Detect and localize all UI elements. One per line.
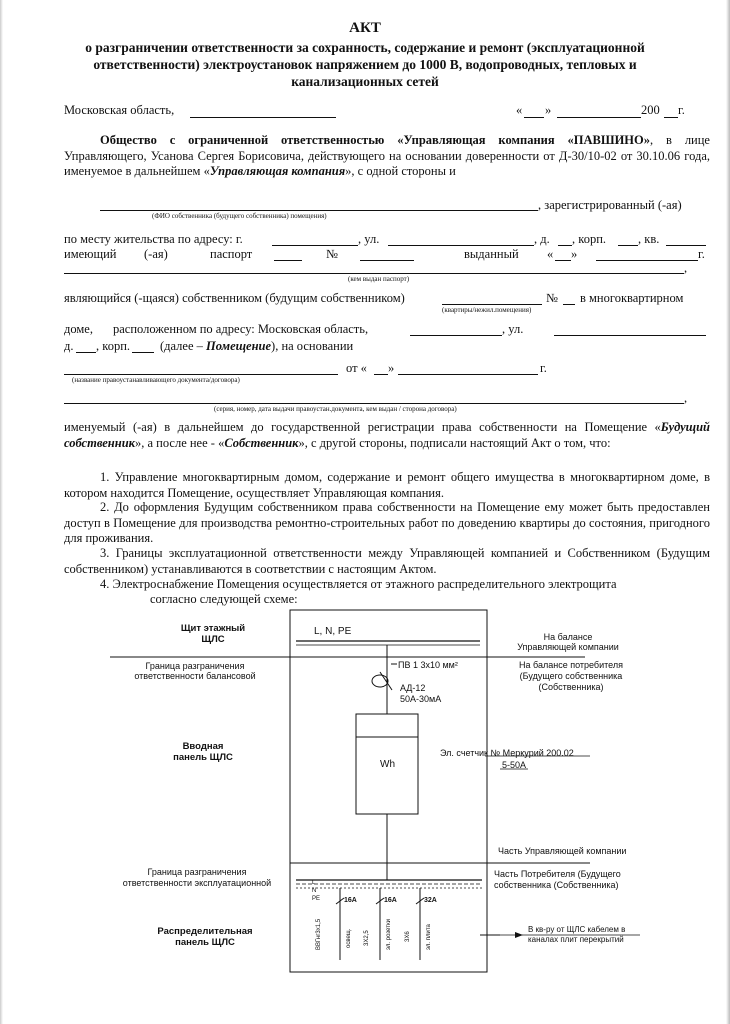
issued-month-field <box>596 260 698 261</box>
item-3: 3. Границы эксплуатационной ответственности между Управляющей компанией и Собственником (Будущим собственником) устанавливаются в соответствии с настоящим Актом. <box>64 546 710 576</box>
item-1: 1. Управление многоквартирным домом, содержание и ремонт общего имущества в многоквартирном доме, в котором находится Помещение, осуществляет Управляющая компания. <box>64 470 710 500</box>
house-field <box>558 245 572 246</box>
item-2: 2. До оформления Будущим собственником права собственности на Помещение ему может быть предоставлен доступ в Помещение для производства ремонтно-строительных работ по доведению квартиры до состояния, пригодного для проживания. <box>64 500 710 546</box>
bus-label: L, N, PE <box>314 626 352 637</box>
date-day-field <box>524 117 544 118</box>
house-d-label: д. <box>64 339 74 353</box>
cable-label-5: 3Х6 <box>405 931 411 942</box>
paragraph-parties <box>64 133 710 180</box>
date-year: 200 <box>641 103 660 117</box>
house-city-field <box>410 335 502 336</box>
balance-cons-label: На балансе потребителя (Будущего собственника (Собственника) <box>519 660 623 692</box>
raspr-label: Распределительная панель ЩЛС <box>157 926 253 948</box>
passport-no-label: № <box>326 247 338 261</box>
item-4-cont: согласно следующей схеме: <box>150 592 298 606</box>
address-prefix: по месту жительства по адресу: г. <box>64 232 243 246</box>
para1-text: , в лице Управляющего, Усанова Сергея Борисовича, действующего на основании доверенности от Д-30/10-02 от 30.10.06 года, именуемое в дальнейшем « <box>64 133 710 179</box>
series-field <box>64 403 684 404</box>
date-open: « <box>516 103 523 117</box>
passport-issued-label: выданный <box>464 247 519 261</box>
balance-border-label: Граница разграничения ответственности балансовой <box>134 661 256 681</box>
passport-series-field <box>274 260 302 261</box>
house-d-field <box>76 352 96 353</box>
lnpe-labels: L N PE <box>312 880 321 902</box>
date-end: г. <box>678 103 685 117</box>
exp-border-label: Граница разграничения ответственности эксплуатационной <box>122 867 272 888</box>
issued-year-label: г. <box>698 247 705 261</box>
passport-word-1: имеющий <box>64 247 117 261</box>
doc-caption: (название правоустанавливающего документа/договора) <box>72 376 240 384</box>
series-caption: (серия, номер, дата выдачи правоустан.документа, кем выдан / сторона договора) <box>214 405 457 413</box>
cable-label-1: ВВГнг3х1,5 <box>316 918 322 950</box>
note-label: В кв-ру от ЩЛС кабелем в каналах плит перекрытий <box>528 925 626 944</box>
doc-title: АКТ <box>349 20 381 36</box>
doc-q-close: » <box>388 361 395 375</box>
breaker-1: 16А <box>344 897 357 904</box>
street-field <box>388 245 534 246</box>
issued-by-comma: , <box>684 261 688 275</box>
house-word-2: расположенном по адресу: Московская область, <box>113 322 369 336</box>
apt-no-field <box>563 304 575 305</box>
korp-label: , корп. <box>572 232 607 246</box>
doc-subtitle-3: канализационных сетей <box>291 74 439 89</box>
shchit-label: Щит этажный ЩЛС <box>180 623 246 645</box>
cable-label: ПВ 1 3х10 мм² <box>398 660 458 670</box>
breaker-3: 32А <box>424 897 437 904</box>
part-uk-label: Часть Управляющей компании <box>498 846 627 856</box>
house-label: , д. <box>534 232 550 246</box>
house-korp-label: , корп. <box>96 339 131 353</box>
issued-caption: (кем выдан паспорт) <box>348 275 410 283</box>
para1-end: », с одной стороны и <box>345 164 456 179</box>
house-word-1: доме, <box>64 322 93 336</box>
cable-label-4: эл. розетки <box>386 919 392 950</box>
date-mid: » <box>545 103 552 117</box>
issued-by-field <box>64 273 684 274</box>
city-field <box>272 245 358 246</box>
house-street-label: , ул. <box>502 322 524 336</box>
doc-year-label: г. <box>540 361 547 375</box>
rcd-label: АД-12 50А-30мА <box>400 683 442 704</box>
issued-q-close: » <box>571 247 578 261</box>
doc-subtitle-1: о разграничении ответственности за сохранность, содержание и ремонт (эксплуатационной <box>85 40 645 55</box>
apt-no-label: № <box>546 291 558 305</box>
series-comma: , <box>684 391 688 405</box>
apt-caption: (квартиры/нежил.помещения) <box>442 306 532 314</box>
balance-uk-label: На балансе Управляющей компании <box>517 632 619 652</box>
meter-symbol: Wh <box>380 759 395 770</box>
doc-name-field <box>64 374 338 375</box>
cable-label-6: эл. плита <box>426 924 432 950</box>
house-korp-field <box>132 352 154 353</box>
breaker-2: 16А <box>384 897 397 904</box>
korp-field <box>618 245 638 246</box>
kv-label: , кв. <box>638 232 660 246</box>
owner-fio-field <box>100 210 538 211</box>
passport-number-field <box>360 260 414 261</box>
apt-type-field <box>442 304 542 305</box>
apt-in-label: в многоквартирном <box>580 291 684 305</box>
owner-line-label: являющийся (-щаяся) собственником (будущим собственником) <box>64 291 405 305</box>
passport-word-2: (-ая) <box>144 247 168 261</box>
vvod-label: Вводная панель ЩЛС <box>173 741 233 763</box>
place-field <box>190 117 336 118</box>
registered-label: , зарегистрированный (-ая) <box>538 198 682 212</box>
house-street-field <box>554 335 706 336</box>
meter-label: Эл. счетчик № Меркурий 200.02 5-50А <box>440 748 574 770</box>
issued-day-field <box>555 260 571 261</box>
cable-label-2: освещ. <box>346 928 352 948</box>
street-label: , ул. <box>358 232 380 246</box>
date-year-field <box>664 117 678 118</box>
cable-label-3: 3Х2,5 <box>364 930 370 946</box>
company-name: Общество с ограниченной ответственностью «Управляющая компания «ПАВШИНО» <box>100 133 650 147</box>
paragraph-owner-alias: именуемый (-ая) в дальнейшем до государственной регистрации права собственности на Помещение «Будущий собственник», а после нее - «Собственник», с другой стороны, подписали настоящий Акт о том, что: <box>64 420 710 450</box>
fio-caption: (ФИО собственника (будущего собственника) помещения) <box>152 212 327 220</box>
part-cons-label: Часть Потребителя (Будущего собственника (Собственника) <box>494 869 621 890</box>
passport-word-3: паспорт <box>210 247 253 261</box>
doc-day-field <box>374 374 388 375</box>
doc-subtitle-2: ответственности) электроустановок напряжением до 1000 В, водопроводных, тепловых и <box>93 57 637 72</box>
item-4: 4. Электроснабжение Помещения осуществляется от этажного распределительного электрощита <box>100 577 617 591</box>
kv-field <box>666 245 706 246</box>
doc-from-label: от « <box>346 361 367 375</box>
company-alias: Управляющая компания <box>209 164 346 179</box>
date-month-field <box>557 117 641 118</box>
issued-q-open: « <box>547 247 554 261</box>
place-label: Московская область, <box>64 103 175 117</box>
house-premises: (далее – Помещение), на основании <box>160 339 354 353</box>
doc-month-field <box>398 374 538 375</box>
